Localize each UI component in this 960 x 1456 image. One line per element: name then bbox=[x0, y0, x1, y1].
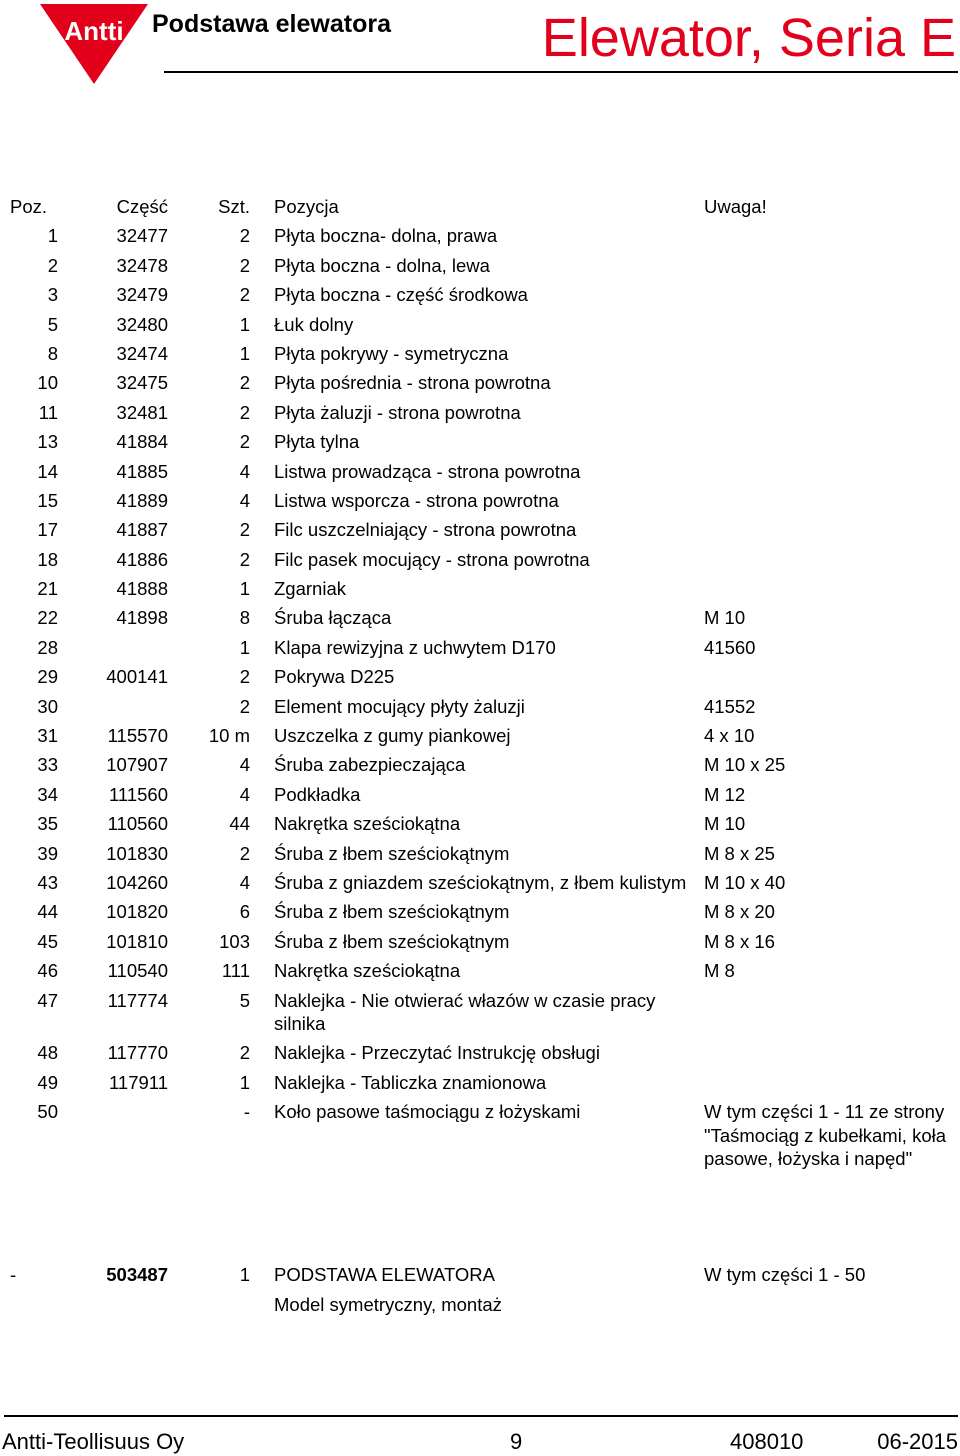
cell-part: 32475 bbox=[116, 372, 168, 394]
cell-part: 32478 bbox=[116, 254, 168, 276]
cell-qty: 2 bbox=[239, 666, 250, 688]
cell-qty: 2 bbox=[239, 548, 250, 570]
cell-note bbox=[704, 457, 960, 486]
cell-name: Naklejka - Tabliczka znamionowa bbox=[274, 1071, 547, 1093]
cell-qty: 1 bbox=[239, 1071, 250, 1093]
cell-note bbox=[704, 398, 960, 427]
cell-name: Płyta pokrywy - symetryczna bbox=[274, 342, 509, 364]
cell-note bbox=[704, 221, 960, 250]
cell-poz: 17 bbox=[37, 519, 58, 541]
table-row bbox=[0, 280, 960, 309]
cell-name: Śruba z gniazdem sześciokątnym, z łbem kulistym bbox=[274, 871, 687, 893]
cell-poz: 39 bbox=[37, 842, 58, 864]
table-row bbox=[0, 750, 960, 779]
summary-qty: 1 bbox=[239, 1264, 250, 1285]
cell-qty: 1 bbox=[239, 342, 250, 364]
table-row bbox=[0, 927, 960, 956]
cell-part: 400141 bbox=[106, 666, 168, 688]
antti-logo bbox=[40, 4, 148, 84]
table-row bbox=[0, 897, 960, 926]
parts-table bbox=[0, 192, 960, 1174]
cell-part: 32481 bbox=[116, 401, 168, 423]
cell-poz: 47 bbox=[37, 989, 58, 1011]
cell-note: 41552 bbox=[704, 695, 756, 717]
cell-part: 32480 bbox=[116, 313, 168, 335]
table-row bbox=[0, 721, 960, 750]
cell-poz: 49 bbox=[37, 1071, 58, 1093]
table-row bbox=[0, 956, 960, 985]
cell-part: 41889 bbox=[116, 489, 168, 511]
cell-note bbox=[704, 310, 960, 339]
cell-name: Śruba z łbem sześciokątnym bbox=[274, 930, 510, 952]
cell-part: 41898 bbox=[116, 607, 168, 629]
table-row bbox=[0, 574, 960, 603]
cell-note: M 8 x 25 bbox=[704, 842, 775, 864]
cell-qty: 8 bbox=[239, 607, 250, 629]
table-row bbox=[0, 427, 960, 456]
cell-qty: 4 bbox=[239, 754, 250, 776]
cell-note bbox=[704, 251, 960, 280]
parts-table-body bbox=[0, 192, 960, 1174]
cell-poz: 15 bbox=[37, 489, 58, 511]
cell-part: 41888 bbox=[116, 578, 168, 600]
table-row bbox=[0, 398, 960, 427]
table-row bbox=[0, 545, 960, 574]
cell-name: Filc pasek mocujący - strona powrotna bbox=[274, 548, 590, 570]
cell-poz: 31 bbox=[37, 725, 58, 747]
header-divider bbox=[164, 71, 958, 73]
cell-name: Uszczelka z gumy piankowej bbox=[274, 725, 511, 747]
cell-poz: 33 bbox=[37, 754, 58, 776]
cell-name: Listwa prowadząca - strona powrotna bbox=[274, 460, 581, 482]
cell-name: Naklejka - Przeczytać Instrukcję obsługi bbox=[274, 1042, 600, 1064]
cell-note: M 8 bbox=[704, 960, 735, 982]
cell-note: M 8 x 16 bbox=[704, 930, 775, 952]
cell-qty: 5 bbox=[239, 989, 250, 1011]
cell-part: 41884 bbox=[116, 431, 168, 453]
cell-part bbox=[58, 1097, 168, 1173]
cell-part: 117770 bbox=[107, 1042, 168, 1064]
cell-qty: 4 bbox=[239, 489, 250, 511]
cell-qty: 1 bbox=[239, 578, 250, 600]
cell-poz: 14 bbox=[37, 460, 58, 482]
cell-part: 32479 bbox=[116, 284, 168, 306]
summary-poz: - bbox=[10, 1264, 17, 1285]
cell-note: 41560 bbox=[704, 636, 756, 658]
cell-qty: 103 bbox=[219, 930, 250, 952]
cell-name: Płyta pośrednia - strona powrotna bbox=[274, 372, 551, 394]
cell-part: 41887 bbox=[116, 519, 168, 541]
cell-part: 101810 bbox=[106, 930, 168, 952]
cell-qty: 44 bbox=[229, 813, 250, 835]
cell-part: 110540 bbox=[107, 960, 168, 982]
header-qty: Szt. bbox=[218, 196, 250, 217]
cell-name: Płyta tylna bbox=[274, 431, 360, 453]
cell-poz: 46 bbox=[37, 960, 58, 982]
cell-name: Listwa wsporcza - strona powrotna bbox=[274, 489, 559, 511]
footer-page-number: 9 bbox=[510, 1429, 523, 1454]
cell-part bbox=[58, 633, 168, 662]
page-subtitle: Podstawa elewatora bbox=[152, 10, 391, 38]
cell-note bbox=[704, 1038, 960, 1067]
cell-qty: 2 bbox=[239, 431, 250, 453]
cell-note: M 10 x 40 bbox=[704, 871, 786, 893]
cell-part: 111560 bbox=[109, 783, 168, 805]
cell-qty: 111 bbox=[221, 960, 250, 982]
cell-name: Płyta boczna - dolna, lewa bbox=[274, 254, 490, 276]
footer-document-code: 408010 bbox=[730, 1429, 804, 1454]
cell-part: 104260 bbox=[106, 871, 168, 893]
summary-name-line1: PODSTAWA ELEWATORA bbox=[274, 1264, 496, 1285]
cell-name: Klapa rewizyjna z uchwytem D170 bbox=[274, 636, 556, 658]
table-row bbox=[0, 486, 960, 515]
logo-brand-text: Antti bbox=[64, 16, 124, 46]
cell-part: 117911 bbox=[109, 1071, 168, 1093]
footer-company: Antti-Teollisuus Oy bbox=[2, 1429, 185, 1454]
table-row bbox=[0, 1097, 960, 1173]
summary-table bbox=[0, 1260, 960, 1319]
cell-name: Pokrywa D225 bbox=[274, 666, 395, 688]
cell-name: Śruba łącząca bbox=[274, 607, 392, 629]
cell-part: 101820 bbox=[106, 901, 168, 923]
table-row bbox=[0, 662, 960, 691]
cell-name: Śruba zabezpieczająca bbox=[274, 754, 466, 776]
table-row bbox=[0, 633, 960, 662]
cell-note bbox=[704, 1068, 960, 1097]
cell-qty: 2 bbox=[239, 1042, 250, 1064]
table-row bbox=[0, 692, 960, 721]
cell-part: 115570 bbox=[107, 725, 168, 747]
cell-qty: 4 bbox=[239, 783, 250, 805]
header-poz: Poz. bbox=[10, 196, 48, 217]
cell-poz: 30 bbox=[37, 695, 58, 717]
cell-poz: 35 bbox=[37, 813, 58, 835]
table-row bbox=[0, 839, 960, 868]
table-row bbox=[0, 1038, 960, 1067]
cell-name: Śruba z łbem sześciokątnym bbox=[274, 842, 510, 864]
cell-qty: 10 m bbox=[208, 725, 250, 747]
cell-qty: 2 bbox=[239, 519, 250, 541]
cell-poz: 22 bbox=[37, 607, 58, 629]
cell-poz: 21 bbox=[37, 578, 58, 600]
cell-name: Nakrętka sześciokątna bbox=[274, 960, 461, 982]
cell-name: Naklejka - Nie otwierać włazów w czasie pracy silnika bbox=[274, 989, 656, 1035]
cell-name: Zgarniak bbox=[274, 578, 346, 600]
cell-note bbox=[704, 986, 960, 1039]
table-row bbox=[0, 603, 960, 632]
cell-poz: 45 bbox=[37, 930, 58, 952]
summary-row bbox=[0, 1260, 960, 1319]
summary-note: W tym części 1 - 50 bbox=[704, 1264, 866, 1285]
cell-qty: 1 bbox=[239, 313, 250, 335]
footer-divider bbox=[4, 1415, 958, 1417]
table-row bbox=[0, 310, 960, 339]
cell-poz: 44 bbox=[37, 901, 58, 923]
cell-qty: 2 bbox=[239, 695, 250, 717]
cell-poz: 28 bbox=[37, 636, 58, 658]
cell-qty: 2 bbox=[239, 284, 250, 306]
cell-note bbox=[704, 280, 960, 309]
cell-poz: 1 bbox=[47, 225, 58, 247]
cell-qty: 4 bbox=[239, 460, 250, 482]
cell-qty: 2 bbox=[239, 401, 250, 423]
cell-poz: 8 bbox=[47, 342, 58, 364]
cell-poz: 34 bbox=[37, 783, 58, 805]
header-name: Pozycja bbox=[274, 196, 339, 217]
cell-name: Filc uszczelniający - strona powrotna bbox=[274, 519, 577, 541]
cell-part: 107907 bbox=[106, 754, 168, 776]
cell-name: Nakrętka sześciokątna bbox=[274, 813, 461, 835]
cell-note: M 10 x 25 bbox=[704, 754, 786, 776]
table-row bbox=[0, 251, 960, 280]
cell-poz: 43 bbox=[37, 871, 58, 893]
cell-part: 32477 bbox=[116, 225, 168, 247]
table-row bbox=[0, 339, 960, 368]
table-row bbox=[0, 221, 960, 250]
summary-part: 503487 bbox=[106, 1264, 168, 1285]
table-row bbox=[0, 1068, 960, 1097]
cell-note bbox=[704, 574, 960, 603]
cell-qty: 2 bbox=[239, 842, 250, 864]
cell-poz: 11 bbox=[38, 401, 58, 423]
cell-poz: 2 bbox=[47, 254, 58, 276]
header-note: Uwaga! bbox=[704, 196, 767, 217]
cell-part: 101830 bbox=[106, 842, 168, 864]
cell-name: Koło pasowe taśmociągu z łożyskami bbox=[274, 1101, 581, 1123]
cell-note: M 10 bbox=[704, 813, 746, 835]
cell-poz: 3 bbox=[47, 284, 58, 306]
cell-note: M 10 bbox=[704, 607, 746, 629]
cell-poz: 29 bbox=[37, 666, 58, 688]
cell-note: W tym części 1 - 11 ze strony "Taśmociąg z kubełkami, koła pasowe, łożyska i napęd" bbox=[704, 1101, 947, 1170]
antti-logo-icon bbox=[40, 4, 148, 84]
cell-qty: - bbox=[243, 1101, 250, 1123]
cell-note bbox=[704, 486, 960, 515]
cell-name: Podkładka bbox=[274, 783, 361, 805]
cell-poz: 50 bbox=[37, 1101, 58, 1123]
cell-name: Łuk dolny bbox=[274, 313, 354, 335]
table-row bbox=[0, 809, 960, 838]
table-row bbox=[0, 780, 960, 809]
summary-name bbox=[250, 1260, 704, 1319]
cell-name: Element mocujący płyty żaluzji bbox=[274, 695, 525, 717]
cell-note bbox=[704, 662, 960, 691]
cell-note bbox=[704, 339, 960, 368]
table-row bbox=[0, 515, 960, 544]
footer-date: 06-2015 bbox=[877, 1429, 958, 1454]
cell-qty: 4 bbox=[239, 871, 250, 893]
header-part: Część bbox=[116, 196, 168, 217]
cell-note bbox=[704, 427, 960, 456]
cell-part: 32474 bbox=[116, 342, 168, 364]
cell-poz: 13 bbox=[37, 431, 58, 453]
cell-note: M 12 bbox=[704, 783, 746, 805]
cell-note bbox=[704, 368, 960, 397]
cell-poz: 10 bbox=[37, 372, 58, 394]
cell-note bbox=[704, 515, 960, 544]
cell-poz: 5 bbox=[47, 313, 58, 335]
cell-name: Śruba z łbem sześciokątnym bbox=[274, 901, 510, 923]
cell-name: Płyta boczna - część środkowa bbox=[274, 284, 528, 306]
page-title: Elewator, Seria E bbox=[541, 8, 956, 68]
cell-qty: 2 bbox=[239, 225, 250, 247]
table-row bbox=[0, 868, 960, 897]
table-row bbox=[0, 368, 960, 397]
cell-qty: 2 bbox=[239, 372, 250, 394]
cell-part: 117774 bbox=[107, 989, 168, 1011]
cell-note: 4 x 10 bbox=[704, 725, 755, 747]
cell-name: Płyta żaluzji - strona powrotna bbox=[274, 401, 521, 423]
cell-part: 41885 bbox=[116, 460, 168, 482]
cell-poz: 18 bbox=[37, 548, 58, 570]
table-row bbox=[0, 457, 960, 486]
cell-poz: 48 bbox=[37, 1042, 58, 1064]
cell-part: 110560 bbox=[107, 813, 168, 835]
cell-part: 41886 bbox=[116, 548, 168, 570]
summary-name-line2: Model symetryczny, montaż bbox=[274, 1293, 502, 1315]
cell-name: Płyta boczna- dolna, prawa bbox=[274, 225, 498, 247]
cell-note bbox=[704, 545, 960, 574]
cell-qty: 2 bbox=[239, 254, 250, 276]
table-row bbox=[0, 986, 960, 1039]
cell-part bbox=[58, 692, 168, 721]
cell-note: M 8 x 20 bbox=[704, 901, 775, 923]
cell-qty: 6 bbox=[239, 901, 250, 923]
cell-qty: 1 bbox=[239, 636, 250, 658]
table-header-row bbox=[0, 192, 960, 221]
